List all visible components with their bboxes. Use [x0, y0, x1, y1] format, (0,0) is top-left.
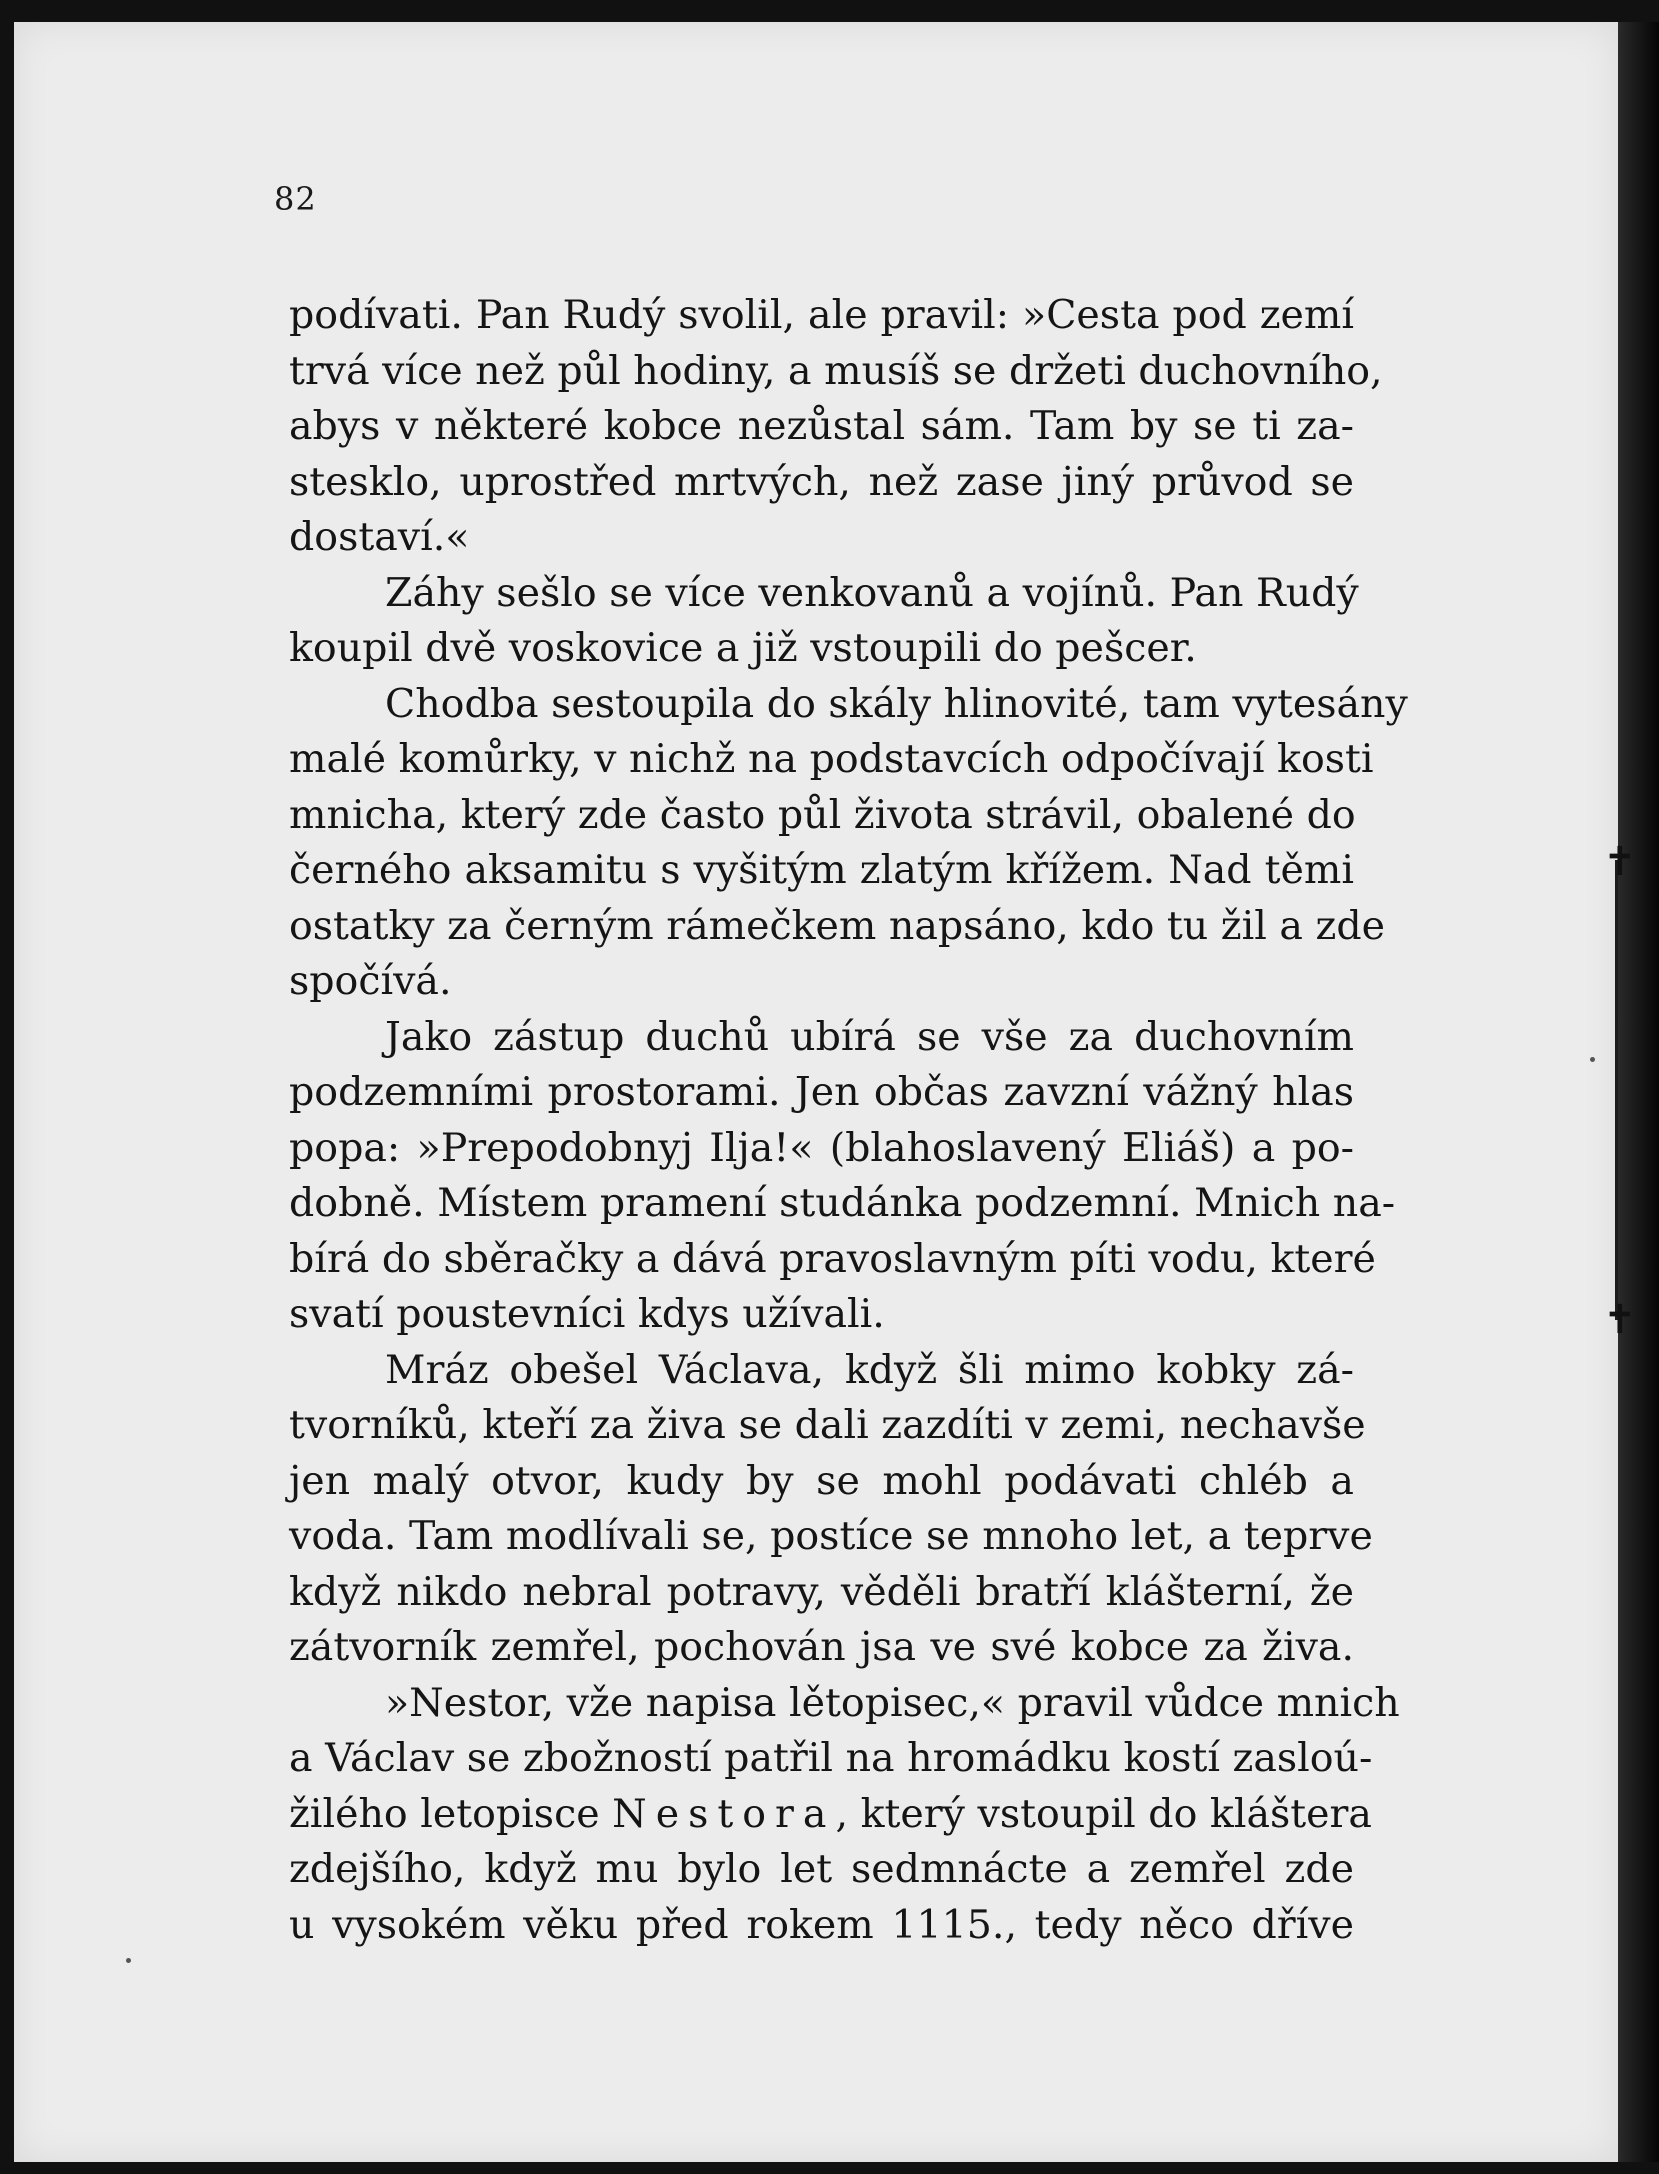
- text-line: koupil dvě voskovice a již vstoupili do pešcer.: [289, 625, 1197, 671]
- margin-cross-icon: ✝: [1603, 1297, 1637, 1343]
- text-line: Záhy sešlo se více venkovanů a vojínů. Pan Rudý: [385, 569, 1359, 616]
- text-line: zátvorník zemřel, pochován jsa ve své kobce za živa.: [289, 1624, 1354, 1670]
- text-line: »Nestor, vže napisa lětopisec,« pravil vůdce mnich: [385, 1679, 1400, 1726]
- text-line: když nikdo nebral potravy, věděli bratří klášterní, že: [289, 1568, 1354, 1615]
- text-line: voda. Tam modlívali se, postíce se mnoho let, a teprve: [289, 1513, 1373, 1559]
- page-body-text: [289, 288, 1408, 1953]
- text-fragment: žilého letopisce: [289, 1790, 600, 1837]
- text-line: podzemními prostorami. Jen občas zavzní vážný hlas: [289, 1069, 1354, 1115]
- text-line: svatí poustevníci kdys užívali.: [289, 1291, 885, 1337]
- text-line: abys v některé kobce nezůstal sám. Tam by se ti za-: [289, 403, 1354, 449]
- page-number: 82: [274, 180, 317, 218]
- text-line: stesklo, uprostřed mrtvých, než zase jiný průvod se: [289, 458, 1354, 505]
- text-line: Jako zástup duchů ubírá se vše za duchovním: [385, 1013, 1354, 1060]
- text-line: zdejšího, když mu bylo let sedmnácte a zemřel zde: [289, 1846, 1354, 1892]
- text-line: malé komůrky, v nichž na podstavcích odpočívají kosti: [289, 736, 1374, 782]
- text-line: Mráz obešel Václava, když šli mimo kobky zá-: [385, 1346, 1354, 1393]
- text-line: trvá více než půl hodiny, a musíš se držeti duchovního,: [289, 347, 1383, 394]
- text-line: černého aksamitu s vyšitým zlatým křížem. Nad těmi: [289, 847, 1354, 893]
- spaced-name: Nestora: [612, 1790, 836, 1837]
- text-fragment: , který vstoupil do kláštera: [835, 1790, 1372, 1837]
- paper-speck: [126, 1958, 131, 1963]
- text-line: [289, 1787, 1372, 1843]
- text-line: podívati. Pan Rudý svolil, ale pravil: »Cesta pod zemí: [289, 292, 1354, 338]
- paragraph: [289, 566, 1359, 677]
- paragraph: [289, 677, 1408, 1010]
- text-line: Chodba sestoupila do skály hlinovité, tam vytesány: [385, 680, 1408, 727]
- scan-edge-shadow: [1618, 22, 1659, 2162]
- margin-mark-line: [1615, 860, 1618, 1320]
- text-line: jen malý otvor, kudy by se mohl podávati chléb a: [289, 1457, 1354, 1504]
- paper-speck: [1590, 1057, 1595, 1062]
- margin-cross-icon: ✝: [1603, 839, 1637, 885]
- text-line: ostatky za černým rámečkem napsáno, kdo tu žil a zde: [289, 902, 1385, 949]
- text-line: dostaví.«: [289, 514, 470, 560]
- paragraph: [289, 1010, 1396, 1343]
- text-line: a Václav se zbožností patřil na hromádku kostí zasloú-: [289, 1735, 1373, 1781]
- text-line: dobně. Místem pramení studánka podzemní. Mnich na-: [289, 1180, 1396, 1226]
- paragraph: [289, 1343, 1373, 1676]
- text-line: tvorníků, kteří za živa se dali zazdíti v zemi, nechavše: [289, 1402, 1366, 1448]
- text-line: mnicha, který zde často půl života strávil, obalené do: [289, 791, 1356, 838]
- text-line: spočívá.: [289, 958, 452, 1004]
- paragraph: [289, 1676, 1400, 1954]
- text-line: bírá do sběračky a dává pravoslavným píti vodu, které: [289, 1235, 1376, 1282]
- text-line: u vysokém věku před rokem 1115., tedy něco dříve: [289, 1901, 1354, 1948]
- text-line: popa: »Prepodobnyj Ilja!« (blahoslavený Eliáš) a po-: [289, 1124, 1354, 1171]
- paragraph: [289, 288, 1383, 566]
